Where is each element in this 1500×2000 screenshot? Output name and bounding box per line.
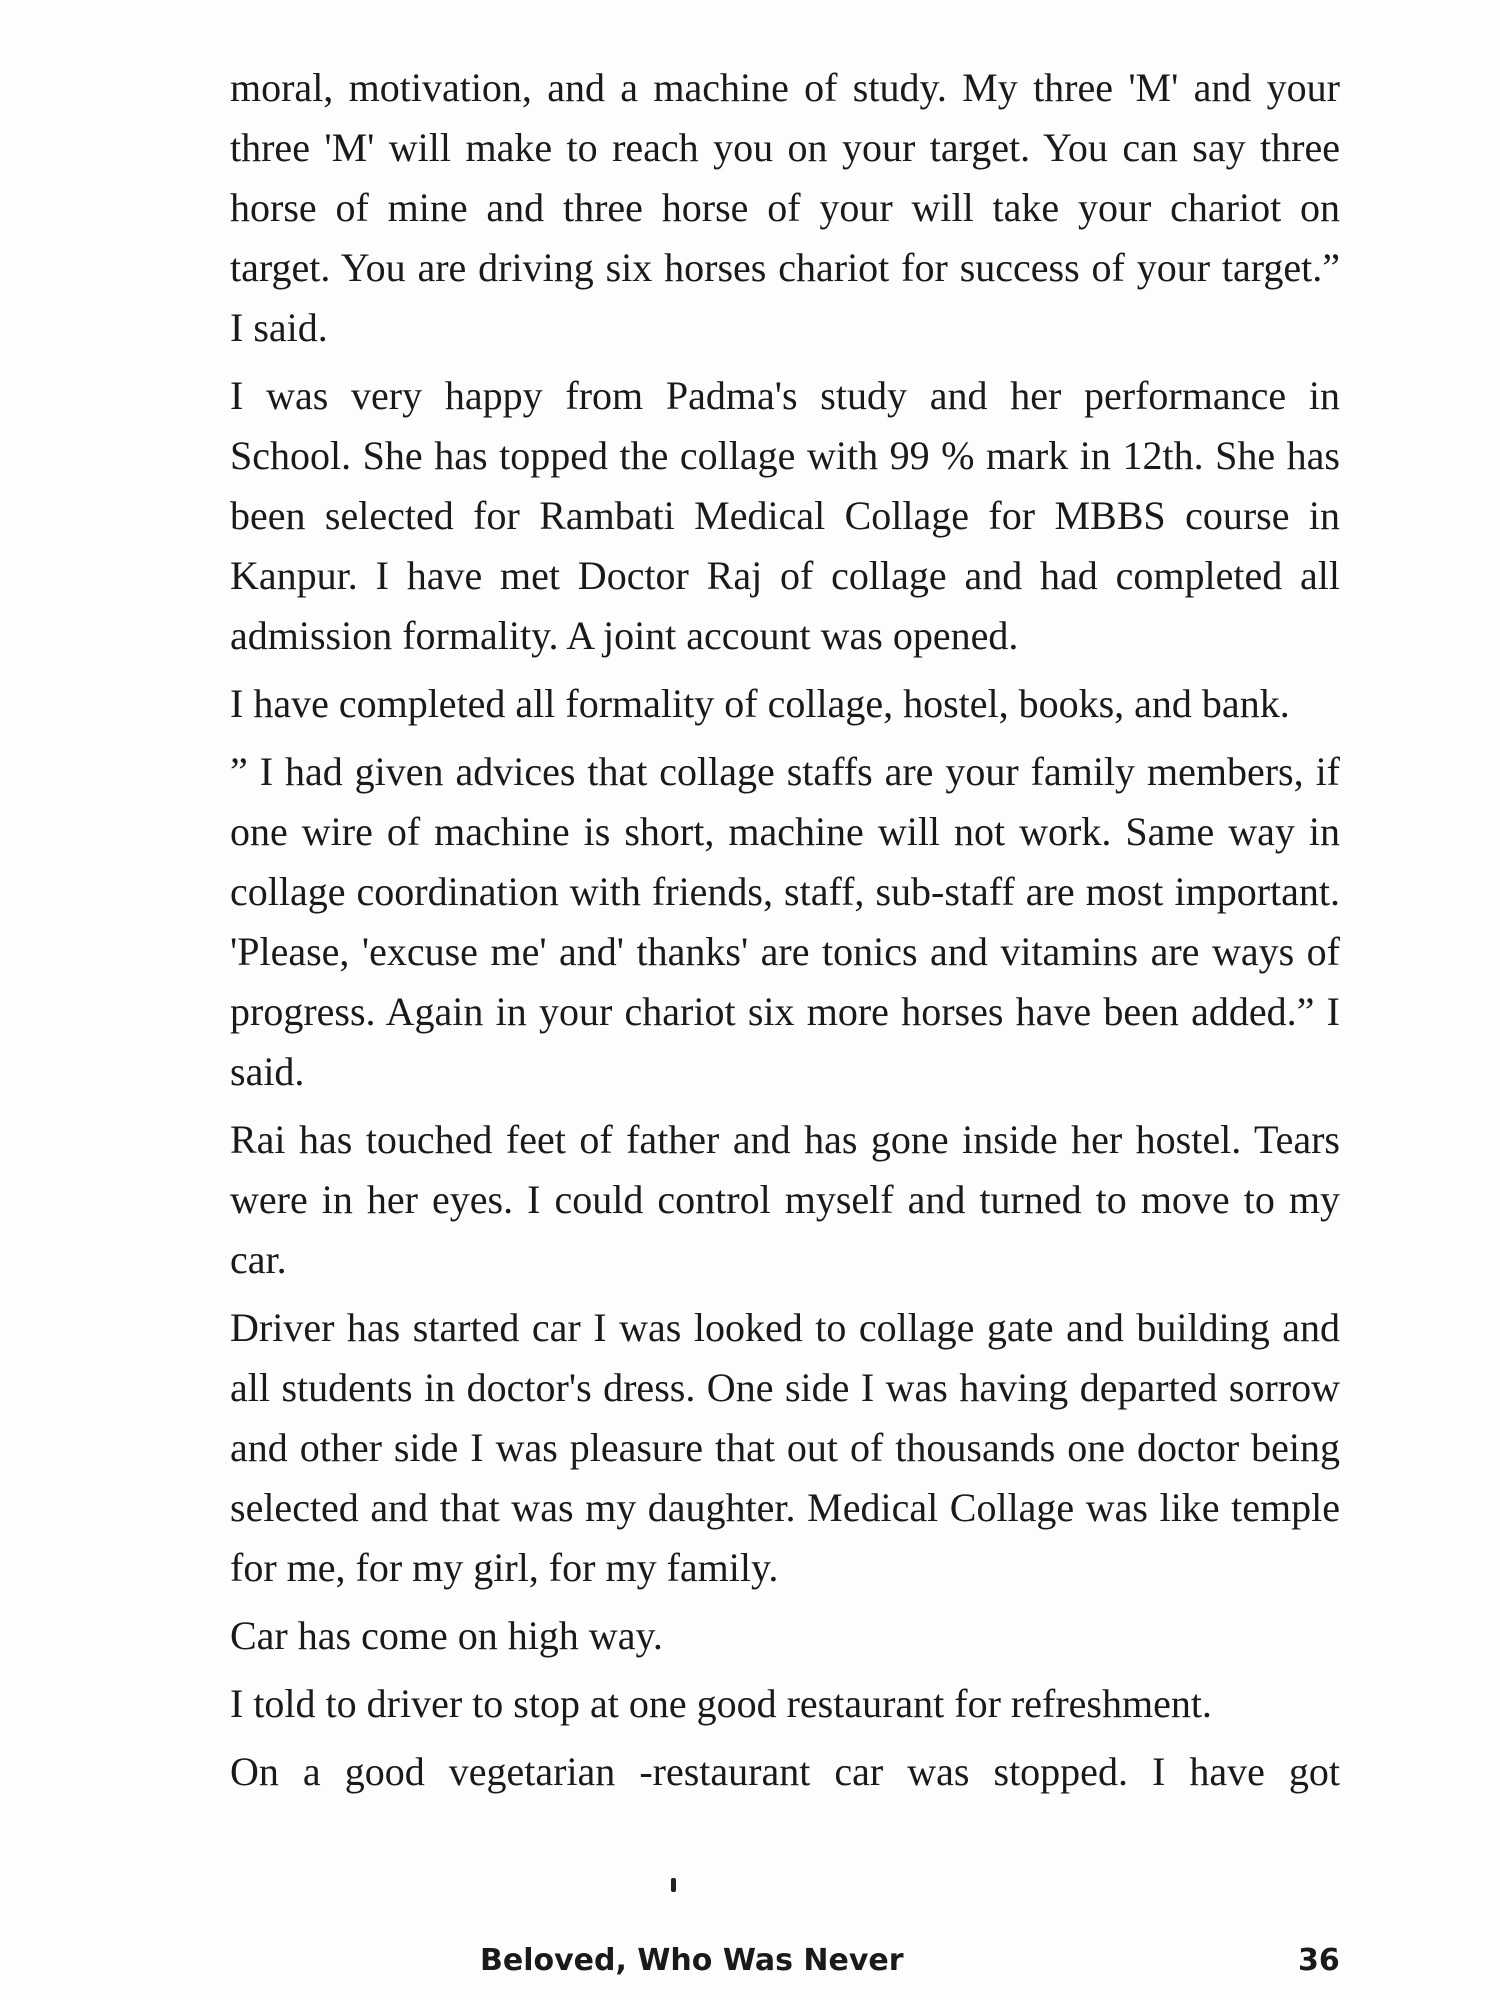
paragraph-5: Rai has touched feet of father and has gone inside her hostel. Tears were in her eyes. I could control myself and turned to move to my car.: [230, 1117, 1340, 1282]
footer-page-number: 36: [1298, 1943, 1340, 1978]
paragraph-7: Car has come on high way.: [230, 1613, 663, 1658]
paragraph-1: moral, motivation, and a machine of study. My three 'M' and your three 'M' will make to reach you on your target. You can say three horse of mine and three horse of your will take your chariot on target. You are driving six horses chariot for success of your target.” I said.: [230, 65, 1340, 350]
paragraph-3: I have completed all formality of collage, hostel, books, and bank.: [230, 681, 1290, 726]
paragraph-4: ” I had given advices that collage staffs are your family members, if one wire of machine is short, machine will not work. Same way in collage coordination with friends, staff, sub-staff are most important. 'Please, 'excuse me' and' thanks' are tonics and vitamins are ways of progress. Again in your chariot six more horses have been added.” I said.: [230, 749, 1340, 1094]
footer-book-title: Beloved, Who Was Never: [480, 1943, 904, 1978]
paragraph-6: Driver has started car I was looked to collage gate and building and all students in doctor's dress. One side I was having departed sorrow and other side I was pleasure that out of thousands one doctor being selected and that was my daughter. Medical Collage was like temple for me, for my girl, for my family.: [230, 1305, 1340, 1590]
paragraph-8: I told to driver to stop at one good restaurant for refreshment.: [230, 1681, 1212, 1726]
body-text: [230, 58, 1340, 1810]
paragraph-2: I was very happy from Padma's study and her performance in School. She has topped the collage with 99 % mark in 12th. She has been selected for Rambati Medical Collage for MBBS course in Kanpur. I have met Doctor Raj of collage and had completed all admission formality. A joint account was opened.: [230, 373, 1340, 658]
paragraph-9: On a good vegetarian -restaurant car was stopped. I have got: [230, 1749, 1340, 1794]
print-speck: [671, 1878, 676, 1892]
